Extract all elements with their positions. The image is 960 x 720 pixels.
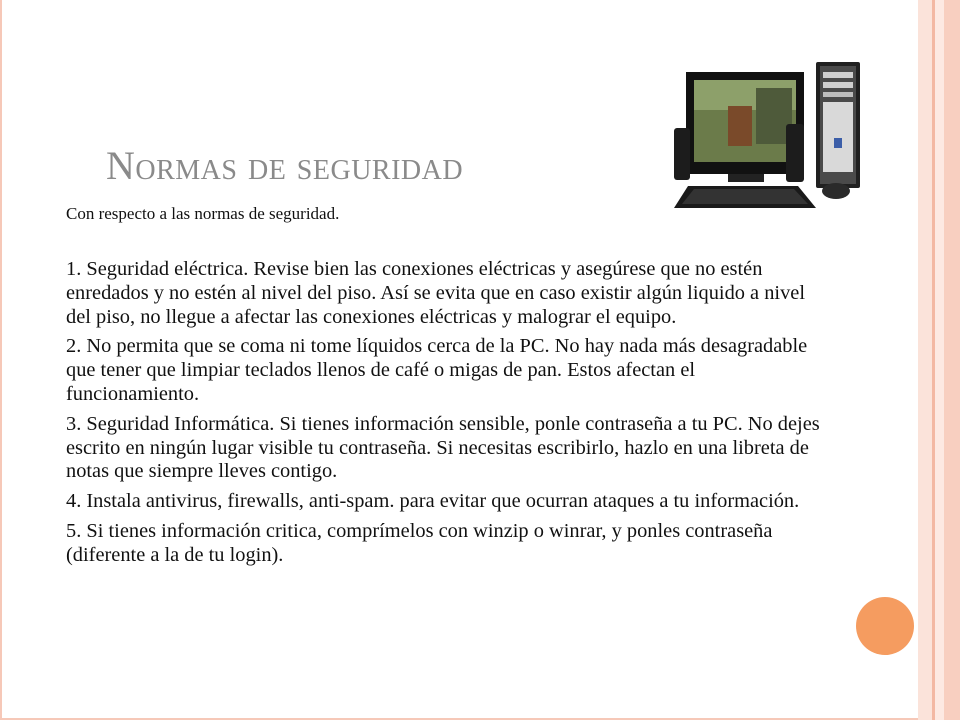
desktop-computer-icon <box>668 58 868 218</box>
paragraph: 1. Seguridad eléctrica. Revise bien las conexiones eléctricas y asegúrese que no estén enredados y no estén al nivel del piso. Así se evita que en caso existir algún liquido a nivel del piso, no llegue a afectar las conexiones eléctricas y malograr el equipo. <box>66 258 805 328</box>
decorative-stripe <box>944 0 960 720</box>
decorative-stripe <box>918 0 932 720</box>
decorative-stripe <box>935 0 944 720</box>
decorative-circle <box>856 597 914 655</box>
paragraph: 4. Instala antivirus, firewalls, anti-spam. para evitar que ocurran ataques a tu información. <box>66 490 800 513</box>
paragraph: 5. Si tienes información critica, comprímelos con winzip o winrar, y ponles contraseña (diferente a la de tu login). <box>66 519 773 566</box>
page-title: Normas de seguridad <box>106 143 464 188</box>
paragraph: 3. Seguridad Informática. Si tienes información sensible, ponle contraseña a tu PC. No dejes escrito en ningún lugar visible tu contraseña. Si necesitas escribirlo, hazlo en una libreta de notas que siempre lleves contigo. <box>66 412 820 483</box>
body-text <box>66 258 826 574</box>
paragraph: 2. No permita que se coma ni tome líquidos cerca de la PC. No hay nada más desagradable que tener que limpiar teclados llenos de café o migas de pan. Estos afectan el funcionamiento. <box>66 335 808 405</box>
subtitle: Con respecto a las normas de seguridad. <box>66 204 340 223</box>
